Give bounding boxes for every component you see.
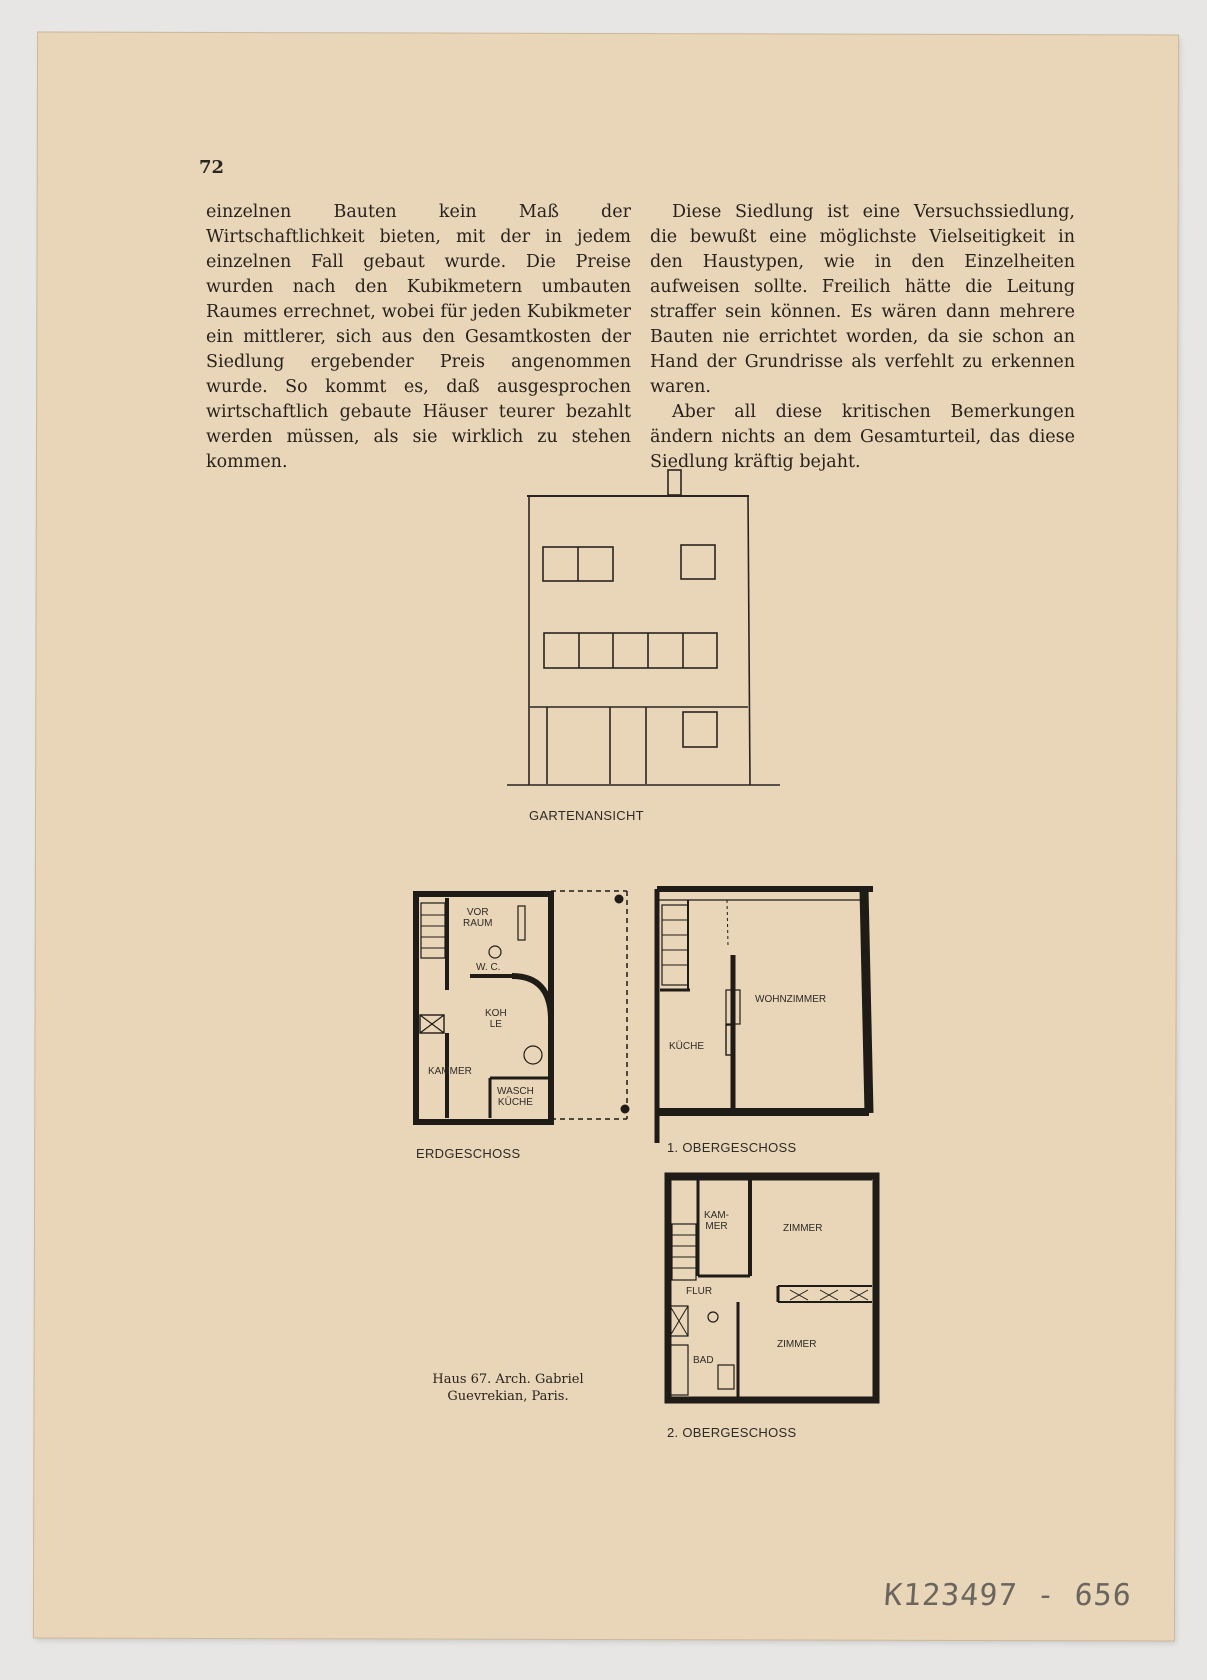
- room-bad: BAD: [693, 1355, 714, 1366]
- room-zimmer-bottom: ZIMMER: [777, 1339, 817, 1350]
- right-paragraph-2: Aber all diese kritischen Bemerkungen ändern nichts an dem Gesamturteil, das diese Siedlung kräftig bejaht.: [650, 402, 1075, 472]
- figure-caption: [408, 1371, 608, 1405]
- garden-elevation-drawing: [507, 470, 780, 785]
- catalog-number: K123497 - 656: [882, 1578, 1134, 1613]
- first-floor-label: 1. OBERGESCHOSS: [667, 1140, 797, 1155]
- room-waschkueche-line1: WASCH: [497, 1086, 534, 1097]
- room-kammer: KAMMER: [428, 1066, 472, 1077]
- second-floor-label: 2. OBERGESCHOSS: [667, 1425, 797, 1440]
- room-kohle: [485, 1008, 507, 1030]
- page-number: 72: [199, 157, 225, 178]
- room-zimmer-top: ZIMMER: [783, 1223, 823, 1234]
- room-kammer-2-line2: MER: [705, 1221, 728, 1232]
- room-kohle-line1: KOH: [485, 1008, 507, 1019]
- room-vorraum-line2: RAUM: [463, 918, 493, 929]
- room-vorraum: [463, 907, 492, 929]
- right-paragraph-1: Diese Siedlung ist eine Versuchssiedlung, die bewußt eine möglichste Vielseitigkeit in den Haustypen, wie in den Einzelheiten aufweisen sollte. Freilich hätte die Leitung straffer sein können. Es wären dann mehrere Bauten nie errichtet worden, da sie schon an Hand der Grundrisse als verfehlt zu erkennen waren.: [650, 202, 1075, 397]
- room-waschkueche: [497, 1086, 534, 1108]
- room-kammer-2: [704, 1210, 729, 1232]
- room-kammer-2-line1: KAM-: [704, 1210, 729, 1221]
- ground-floor-label: ERDGESCHOSS: [416, 1146, 521, 1161]
- room-kohle-line2: LE: [489, 1019, 502, 1030]
- room-wc: W. C.: [476, 962, 501, 973]
- caption-line-1: Haus 67. Arch. Gabriel: [432, 1372, 584, 1387]
- room-vorraum-line1: VOR: [466, 907, 489, 918]
- caption-line-2: Guevrekian, Paris.: [447, 1389, 569, 1404]
- room-wohnzimmer: WOHNZIMMER: [755, 994, 827, 1005]
- elevation-label: GARTENANSICHT: [529, 808, 644, 823]
- left-paragraph: einzelnen Bauten kein Maß der Wirtschaftlichkeit bieten, mit der in jedem einzelnen Fall gebaut wurde. Die Preise wurden nach den Kubikmetern umbauten Raumes errechnet, wobei für jeden Kubikmeter ein mittlerer, sich aus den Gesamtkosten der Siedlung ergebender Preis angenommen wurde. So kommt es, daß ausgesprochen wirtschaftlich gebaute Häuser teurer bezahlt werden müssen, als sie wirklich zu stehen kommen.: [206, 202, 631, 472]
- room-kueche: KÜCHE: [669, 1041, 705, 1052]
- room-flur: FLUR: [686, 1286, 713, 1297]
- first-floor-plan: [657, 889, 873, 1143]
- room-waschkueche-line2: KÜCHE: [497, 1097, 533, 1108]
